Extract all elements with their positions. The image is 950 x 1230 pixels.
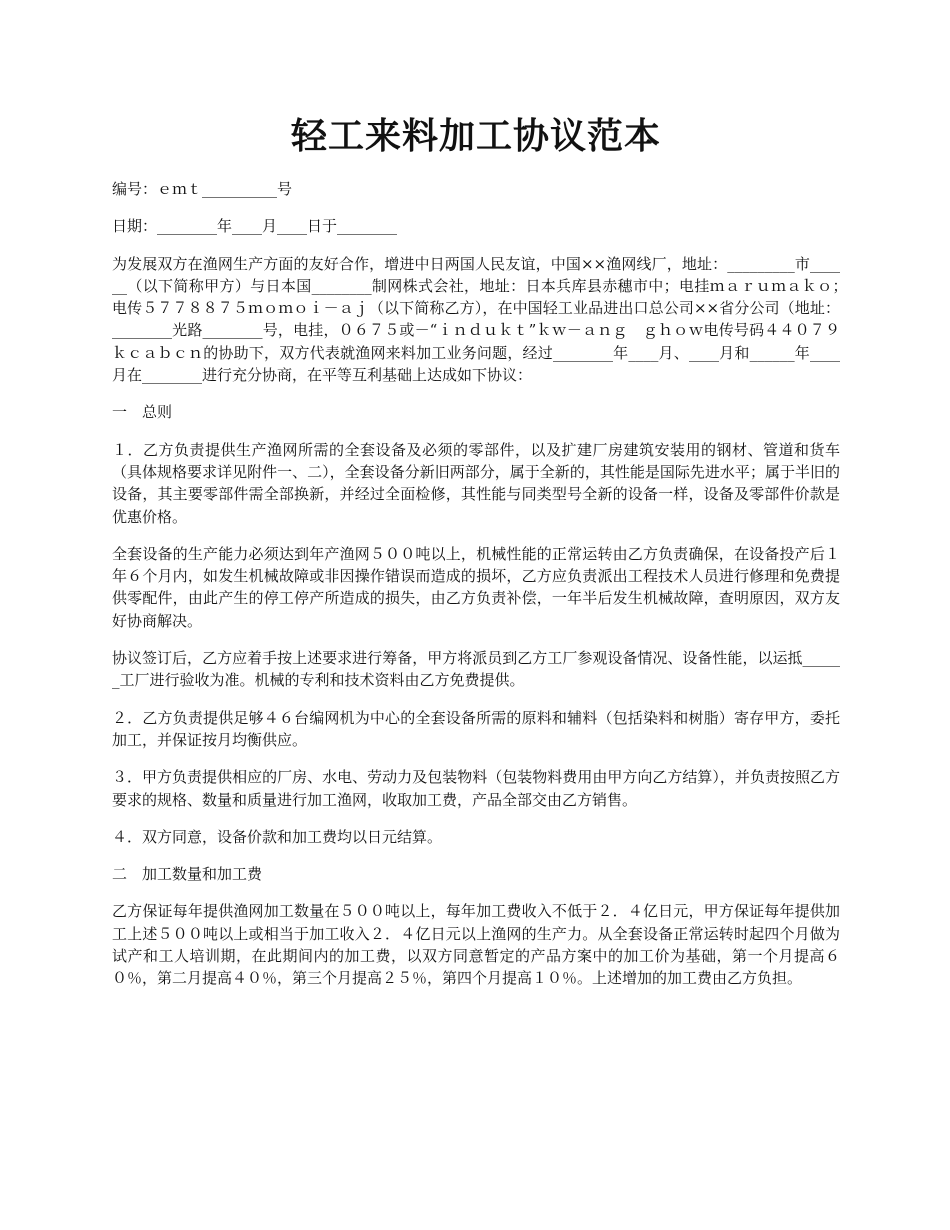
section-heading-general: 一 总则 bbox=[112, 403, 173, 422]
contract-number-line: 编号：ｅｍｔ__________号 bbox=[112, 180, 293, 198]
preamble-paragraph: 为发展双方在渔网生产方面的友好合作，增进中日两国人民友谊，中国××渔网线厂，地址：_________市______（以下简称甲方）与日本国________制网株式会社，地址：日本兵库县赤穗市中；电挂ｍａｒｕｍａｋｏ； 电传５７７８８７５ｍｏｍｏｉ－ａｊ（以下简称乙方），在中国轻工业品进出口总公司××省分公司（地址：________光路________号，电挂，０６７５或－“ｉｎｄｕｋｔ”ｋｗ－ａｎｇ ｇｈｏｗ电传号码４４０７９ｋｃａｂｃｎ的协助下，双方代表就渔网来料加工业务问题，经过________年____月、____月和______年____月在________进行充分协商，在平等互利基础上达成如下协议： bbox=[112, 254, 856, 385]
contract-date-line: 日期：________年____月____日于________ bbox=[112, 217, 398, 236]
clause-2-paragraph: ２．乙方负责提供足够４６台编网机为中心的全套设备所需的原料和辅料（包括染料和树脂）寄存甲方，委托加工，并保证按月均衡供应。 bbox=[112, 708, 840, 749]
document-body bbox=[112, 178, 856, 1005]
quantity-fees-paragraph: 乙方保证每年提供渔网加工数量在５００吨以上，每年加工费收入不低于２．４亿日元，甲方保证每年提供加工上述５００吨以上或相当于加工收入２．４亿日元以上渔网的生产力。从全套设备正常运转时起四个月做为试产和工人培训期，在此期间内的加工费，以双方同意暂定的产品方案中的加工价为基础，第一个月提高６０％，第二月提高４０％，第三个月提高２５％，第四个月提高１０％。上述增加的加工费由乙方负担。 bbox=[112, 902, 840, 988]
clause-1-acceptance-paragraph: 协议签订后，乙方应着手按上述要求进行筹备，甲方将派员到乙方工厂参观设备情况、设备性能，以运抵______工厂进行验收为准。机械的专利和技术资料由乙方免费提供。 bbox=[112, 649, 840, 690]
clause-3-paragraph: ３．甲方负责提供相应的厂房、水电、劳动力及包装物料（包装物料费用由甲方向乙方结算），并负责按照乙方要求的规格、数量和质量进行加工渔网，收取加工费，产品全部交由乙方销售。 bbox=[112, 768, 840, 809]
section-heading-quantity-fees: 二 加工数量和加工费 bbox=[112, 865, 263, 884]
document-title: 轻工来料加工协议范本 bbox=[290, 115, 661, 157]
clause-1-paragraph: １．乙方负责提供生产渔网所需的全套设备及必须的零部件，以及扩建厂房建筑安装用的钢材、管道和货车（具体规格要求详见附件一、二），全套设备分新旧两部分，属于全新的，其性能是国际先进水平；属于半旧的设备，其主要零部件需全部换新，并经过全面检修，其性能与同类型号全新的设备一样，设备及零部件价款是优惠价格。 bbox=[112, 440, 840, 526]
clause-4-paragraph: ４．双方同意，设备价款和加工费均以日元结算。 bbox=[112, 827, 443, 846]
clause-1-capacity-paragraph: 全套设备的生产能力必须达到年产渔网５００吨以上，机械性能的正常运转由乙方负责确保，在设备投产后１年６个月内，如发生机械故障或非因操作错误而造成的损坏，乙方应负责派出工程技术人员进行修理和免费提供零配件，由此产生的停工停产所造成的损失，由乙方负责补偿，一年半后发生机械故障，查明原因，双方友好协商解决。 bbox=[112, 544, 840, 630]
